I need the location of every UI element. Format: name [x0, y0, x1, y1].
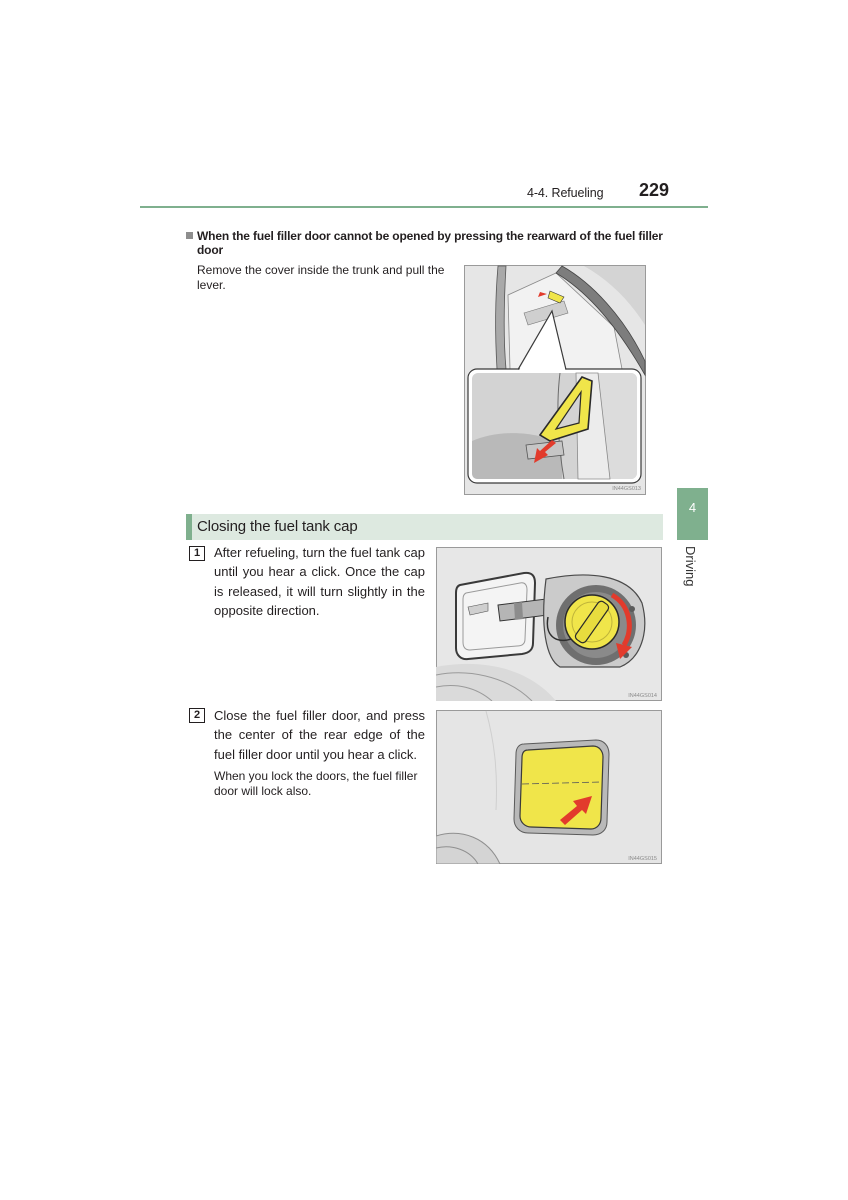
chapter-number: 4 — [688, 500, 697, 515]
header-section-title: 4-4. Refueling — [527, 186, 604, 200]
note-text: Remove the cover inside the trunk and pull the lever. — [197, 263, 445, 292]
fuel-cap-illustration — [436, 547, 662, 701]
square-bullet-icon — [186, 232, 193, 239]
step-2-text: Close the fuel filler door, and press the center of the rear edge of the fuel filler door until you hear a click. — [214, 708, 425, 762]
section-title: Closing the fuel tank cap — [197, 518, 358, 535]
step-1-text: After refueling, turn the fuel tank cap until you hear a click. Once the cap is released, it will turn slightly in the opposite direction. — [214, 545, 425, 618]
page-number: 229 — [639, 180, 670, 200]
section-heading-bar — [186, 514, 663, 540]
step-number-1: 1 — [189, 546, 205, 561]
step-number-2: 2 — [189, 708, 205, 723]
image-code: IN44GS013 — [612, 486, 641, 492]
fuel-door-close-illustration — [436, 710, 662, 864]
header-rule — [140, 206, 708, 208]
chapter-title: Driving — [683, 546, 698, 587]
image-code: IN44GS015 — [628, 856, 657, 862]
step-2-note: When you lock the doors, the fuel filler door will lock also. — [214, 769, 418, 798]
section-heading-stripe — [186, 514, 192, 540]
fuel-tank-cap — [565, 595, 619, 649]
trunk-lever-illustration — [464, 265, 646, 495]
note-heading: When the fuel filler door cannot be opened by pressing the rearward of the fuel filler door — [197, 229, 663, 257]
chapter-tab — [677, 488, 708, 540]
image-code: IN44GS014 — [628, 693, 657, 699]
